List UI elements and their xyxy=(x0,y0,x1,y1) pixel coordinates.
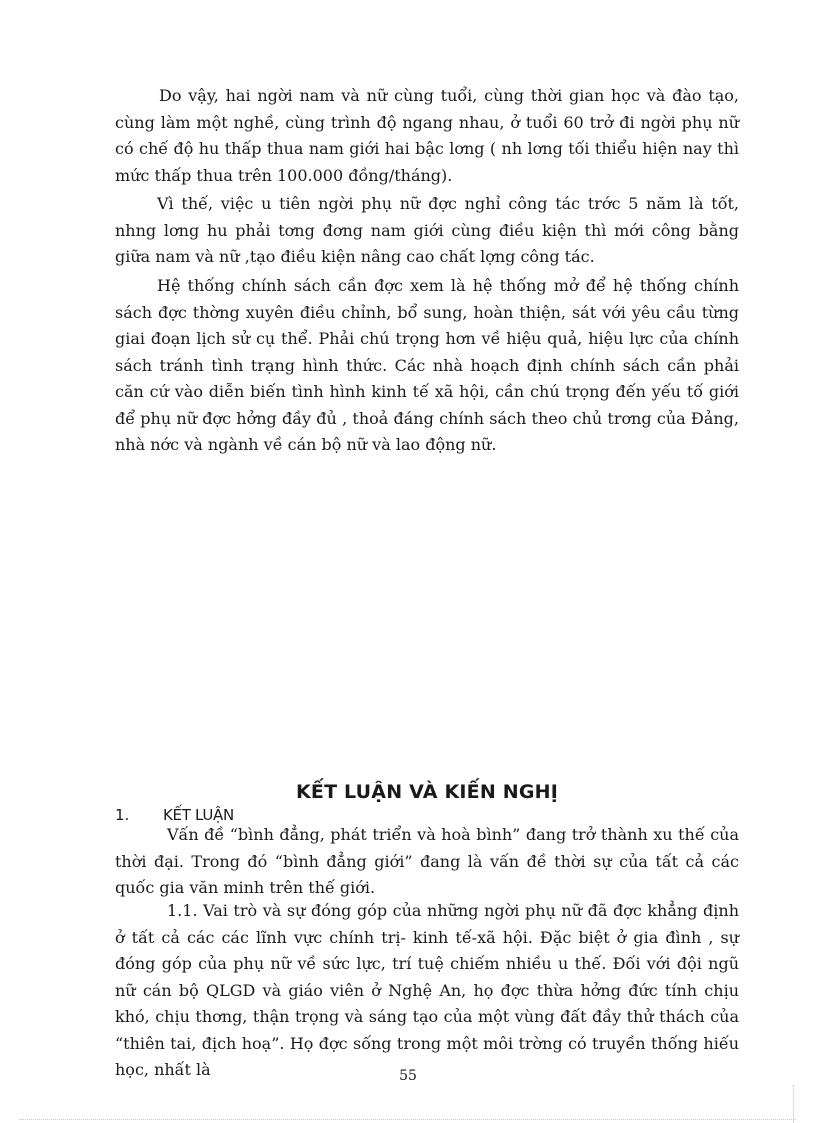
subsection-title: KẾT LUẬN xyxy=(163,806,234,824)
page-border-corner xyxy=(793,1085,794,1123)
body-paragraph-3: Hệ thống chính sách cần đợc xem là hệ thống mở để hệ thống chính sách đợc thờng xuyên điều chỉnh, bổ sung, hoàn thiện, sát với yêu cầu từng giai đoạn lịch sử cụ thể. Phải chú trọng hơn về hiệu quả, hiệu lực của chính sách tránh tình trạng hình thức. Các nhà hoạch định chính sách cần phải căn cứ vào diễn biến tình hình kinh tế xã hội, cần chú trọng đến yếu tố giới để phụ nữ đợc hởng đầy đủ , thoả đáng chính sách theo chủ trơng của Đảng, nhà nớc và ngành về cán bộ nữ và lao động nữ. xyxy=(115,276,739,454)
body-paragraph-2: Vì thế, việc u tiên ngời phụ nữ đợc nghỉ công tác trớc 5 năm là tốt, nhng lơng hu phải tơng đơng nam giới cùng điều kiện thì mới công bằng giữa nam và nữ ,tạo điều kiện nâng cao chất lợng công tác. xyxy=(115,194,739,266)
subsection-number: 1. xyxy=(115,806,130,824)
page-border-bottom xyxy=(20,1119,796,1120)
section-heading: KẾT LUẬN VÀ KIẾN NGHỊ xyxy=(295,781,559,803)
conclusion-paragraph-2: 1.1. Vai trò và sự đóng góp của những ngời phụ nữ đã đợc khẳng định ở tất cả các các lĩnh vực chính trị- kinh tế-xã hội. Đặc biệt ở gia đình , sự đóng góp của phụ nữ về sức lực, trí tuệ chiếm nhiều u thế. Đối với đội ngũ nữ cán bộ QLGD và giáo viên ở Nghệ An, họ đợc thừa hởng đức tính chịu khó, chịu thơng, thận trọng và sáng tạo của một vùng đất đầy thử thách của “thiên tai, địch hoạ”. Họ đợc sống trong một môi trờng có truyền thống hiếu học, nhất là xyxy=(115,901,739,1079)
page-number: 55 xyxy=(399,1068,417,1084)
body-paragraph-1: Do vậy, hai ngời nam và nữ cùng tuổi, cùng thời gian học và đào tạo, cùng làm một nghề, cùng trình độ ngang nhau, ở tuổi 60 trở đi ngời phụ nữ có chế độ hu thấp thua nam giới hai bậc lơng ( nh lơng tối thiểu hiện nay thì mức thấp thua trên 100.000 đồng/tháng). xyxy=(115,86,739,185)
conclusion-paragraph-1: Vấn đề “bình đẳng, phát triển và hoà bình” đang trở thành xu thế của thời đại. Trong đó “bình đẳng giới” đang là vấn đề thời sự của tất cả các quốc gia văn minh trên thế giới. xyxy=(115,825,739,897)
